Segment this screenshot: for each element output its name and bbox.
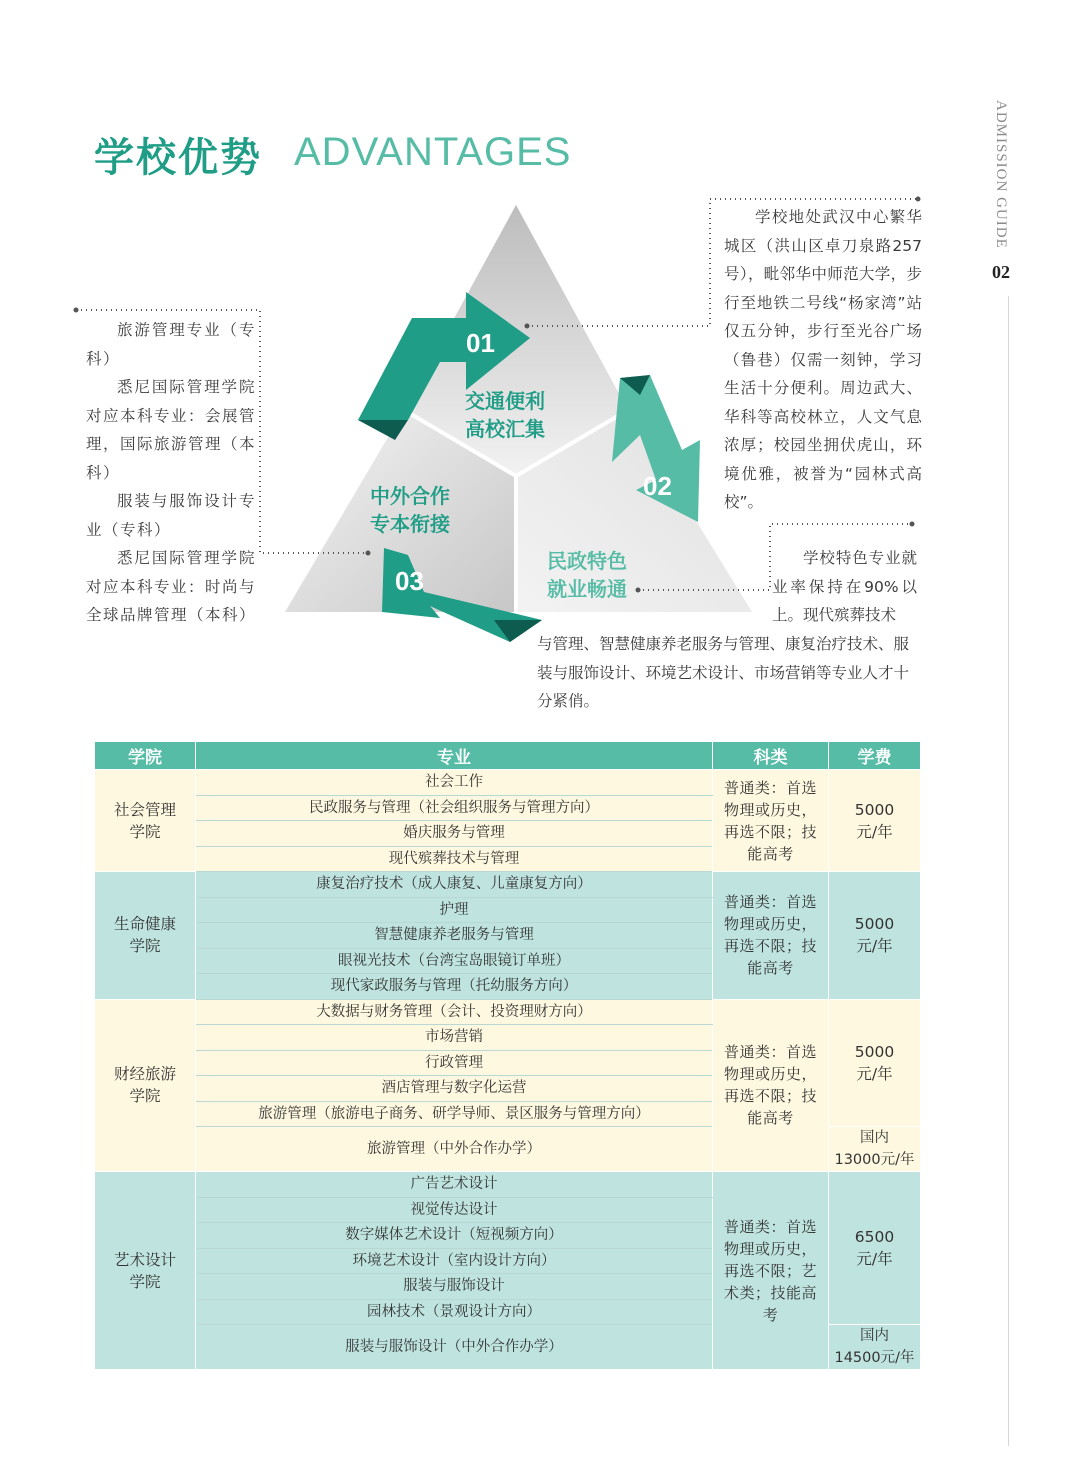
special-fee-cell: 国内 13000元/年 bbox=[829, 1127, 921, 1172]
major-cell: 旅游管理（旅游电子商务、研学导师、景区服务与管理方向） bbox=[196, 1101, 713, 1127]
left-description bbox=[86, 316, 256, 630]
major-cell: 数字媒体艺术设计（短视频方向） bbox=[196, 1223, 713, 1249]
segment-03-number: 03 bbox=[395, 566, 424, 596]
major-cell: 现代家政服务与管理（托幼服务方向） bbox=[196, 974, 713, 1000]
major-cell: 环境艺术设计（室内设计方向） bbox=[196, 1248, 713, 1274]
segment-02-label-1: 民政特色 bbox=[547, 549, 627, 573]
major-cell: 园林技术（景观设计方向） bbox=[196, 1299, 713, 1325]
college-cell: 财经旅游 学院 bbox=[95, 999, 196, 1172]
major-cell: 行政管理 bbox=[196, 1050, 713, 1076]
header-major: 专业 bbox=[196, 742, 713, 770]
left-paragraph-4: 悉尼国际管理学院对应本科专业：时尚与全球品牌管理（本科） bbox=[86, 549, 257, 624]
college-cell: 生命健康 学院 bbox=[95, 872, 196, 1000]
special-fee-cell: 国内 14500元/年 bbox=[829, 1325, 921, 1370]
segment-01-number: 01 bbox=[466, 328, 495, 358]
major-cell: 服装与服饰设计 bbox=[196, 1274, 713, 1300]
header-category: 科类 bbox=[713, 742, 829, 770]
segment-01-label-1: 交通便利 bbox=[465, 389, 545, 413]
major-cell: 社会工作 bbox=[196, 770, 713, 796]
major-cell: 康复治疗技术（成人康复、儿童康复方向） bbox=[196, 872, 713, 898]
major-cell: 护理 bbox=[196, 897, 713, 923]
major-cell: 婚庆服务与管理 bbox=[196, 821, 713, 847]
right-description bbox=[724, 203, 922, 517]
segment-03-label-1: 中外合作 bbox=[370, 484, 450, 508]
major-cell: 酒店管理与数字化运营 bbox=[196, 1076, 713, 1102]
table-header-row bbox=[95, 742, 921, 770]
major-cell: 服装与服饰设计（中外合作办学） bbox=[196, 1325, 713, 1370]
page-number: 02 bbox=[992, 262, 1010, 282]
category-cell: 普通类：首选物理或历史，再选不限；艺术类；技能高考 bbox=[713, 1172, 829, 1370]
segment-02-number: 02 bbox=[643, 471, 672, 501]
table-row bbox=[95, 770, 921, 796]
left-paragraph-1: 旅游管理专业（专科） bbox=[86, 321, 256, 368]
category-cell: 普通类：首选物理或历史，再选不限；技能高考 bbox=[713, 872, 829, 1000]
fee-cell: 5000 元/年 bbox=[829, 770, 921, 872]
college-cell: 艺术设计 学院 bbox=[95, 1172, 196, 1370]
left-paragraph-2: 悉尼国际管理学院对应本科专业：会展管理，国际旅游管理（本科） bbox=[86, 378, 257, 482]
majors-table bbox=[94, 741, 921, 1370]
category-cell: 普通类：首选物理或历史，再选不限；技能高考 bbox=[713, 770, 829, 872]
major-cell: 智慧健康养老服务与管理 bbox=[196, 923, 713, 949]
left-paragraph-3: 服装与服饰设计专业（专科） bbox=[86, 492, 256, 539]
side-guide-label: ADMISSION GUIDE bbox=[993, 100, 1009, 249]
major-cell: 市场营销 bbox=[196, 1025, 713, 1051]
major-cell: 广告艺术设计 bbox=[196, 1172, 713, 1198]
table-row bbox=[95, 1172, 921, 1198]
category-cell: 普通类：首选物理或历史，再选不限；技能高考 bbox=[713, 999, 829, 1172]
header-college: 学院 bbox=[95, 742, 196, 770]
major-cell: 民政服务与管理（社会组织服务与管理方向） bbox=[196, 795, 713, 821]
fee-cell: 5000 元/年 bbox=[829, 999, 921, 1127]
right-paragraph: 学校地处武汉中心繁华城区（洪山区卓刀泉路257号），毗邻华中师范大学，步行至地铁二号线“杨家湾”站仅五分钟，步行至光谷广场（鲁巷）仅需一刻钟，学习生活十分便利。周边武大、华科等高校林立，人文气息浓厚；校园坐拥伏虎山，环境优雅，被誉为“园林式高校”。 bbox=[724, 208, 922, 511]
major-cell: 视觉传达设计 bbox=[196, 1197, 713, 1223]
segment-01-label-2: 高校汇集 bbox=[465, 417, 545, 441]
major-cell: 旅游管理（中外合作办学） bbox=[196, 1127, 713, 1172]
fee-cell: 6500 元/年 bbox=[829, 1172, 921, 1325]
college-cell: 社会管理 学院 bbox=[95, 770, 196, 872]
segment-03-label-2: 专本衔接 bbox=[370, 512, 450, 536]
bottom-description-start: 学校特色专业就业率保持在90%以上。现代殡葬技术 bbox=[772, 549, 917, 624]
segment-02-label-2: 就业畅通 bbox=[547, 577, 627, 601]
major-cell: 现代殡葬技术与管理 bbox=[196, 846, 713, 872]
page-title: 学校优势 bbox=[94, 135, 262, 181]
fee-cell: 5000 元/年 bbox=[829, 872, 921, 1000]
major-cell: 大数据与财务管理（会计、投资理财方向） bbox=[196, 999, 713, 1025]
header-fee: 学费 bbox=[829, 742, 921, 770]
page-title-english: ADVANTAGES bbox=[294, 130, 572, 174]
table-row bbox=[95, 872, 921, 898]
table-row bbox=[95, 999, 921, 1025]
major-cell: 眼视光技术（台湾宝岛眼镜订单班） bbox=[196, 948, 713, 974]
bottom-description-end: 与管理、智慧健康养老服务与管理、康复治疗技术、服装与服饰设计、环境艺术设计、市场营销等专业人才十分紧俏。 bbox=[537, 635, 910, 710]
